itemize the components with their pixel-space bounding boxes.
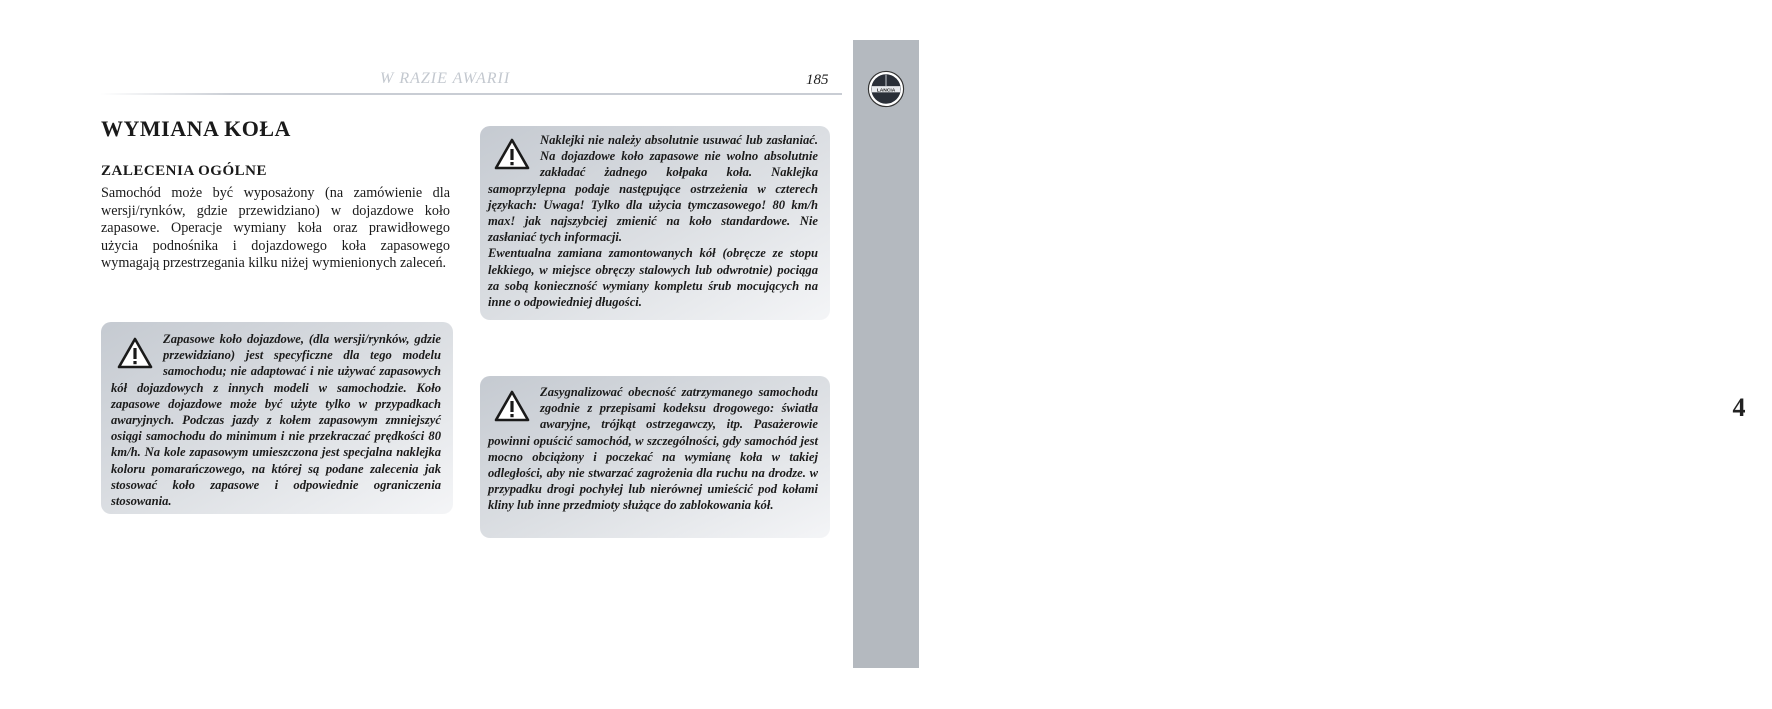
warning-box [480, 126, 830, 320]
warning-triangle-icon [117, 337, 153, 369]
warning-text: Zapasowe koło dojazdowe, (dla wersji/rynków, gdzie przewidziano) jest specyficzne dla tego modelu samochodu; nie adaptować i nie używać zapasowych kół dojazdowych z innych modeli w samochodzie. Koło zapasowe dojazdowe może być użyte tylko w przypadkach awaryjnych. Podczas jazdy z kołem zapasowym zmniejszyć osiągi samochodu do minimum i nie przekraczać prędkości 80 km/h. Na kole zapasowym umieszczona jest specjalna naklejka koloru pomarańczowego, na której są podane zalecenia jak stosować koło zapasowe i odpowiednie ograniczenia stosowania. [111, 332, 441, 509]
warning-text: Zasygnalizować obecność zatrzymanego samochodu zgodnie z przepisami kodeksu drogowego: światła awaryjne, trójkąt ostrzegawczy, itp. Pasażerowie powinni opuścić samochód, w szczególności, gdy samochód jest mocno obciążony i poczekać na wymianę koła w takiej odległości, aby nie stwarzać zagrożenia dla ruchu na drodze. w przypadku drogi pochyłej lub nierównej umieścić pod kołami kliny lub inne przedmioty służące do zablokowania kół. [488, 385, 818, 513]
section-title: W RAZIE AWARII [380, 70, 511, 87]
warning-triangle-icon [494, 390, 530, 422]
page-heading: WYMIANA KOŁA [101, 116, 291, 141]
chapter-sidebar [853, 40, 1746, 668]
warning-text-second: Ewentualna zamiana zamontowanych kół (obręcze ze stopu lekkiego, w miejsce obręczy stalowych lub odwrotnie) pociąga za sobą konieczność wymiany kompletu śrub mocujących na inne o odpowiedniej długości. [488, 246, 818, 310]
page-number: 185 [806, 72, 829, 88]
body-paragraph: Samochód może być wyposażony (na zamówienie dla wersji/rynków, gdzie przewidziano) w dojazdowe koło zapasowe. Operacje wymiany koła oraz prawidłowego użycia podnośnika i dojazdowego koła zapasowego wymagają przestrzegania kilku niżej wymienionych zaleceń. [101, 185, 450, 272]
lancia-logo-icon [867, 70, 905, 108]
warning-text: Naklejki nie należy absolutnie usuwać lub zasłaniać. Na dojazdowe koło zapasowe nie wolno absolutnie zakładać żadnego kołpaka koła. Naklejka samoprzylepna podaje następujące ostrzeżenia w czterech językach: Uwaga! Tylko dla użycia tymczasowego! 80 km/h max! jak najszybciej zmienić na koło standardowe. Nie zasłaniać tych informacji. [488, 133, 818, 245]
chapter-number: 4 [1732, 393, 1746, 422]
warning-box [101, 322, 453, 514]
warning-box [480, 376, 830, 538]
header-rule [100, 93, 842, 95]
svg-text:LANCIA: LANCIA [876, 88, 896, 94]
chapter-tab [1706, 377, 1772, 441]
warning-triangle-icon [494, 138, 530, 170]
section-subheading: ZALECENIA OGÓLNE [101, 163, 267, 179]
